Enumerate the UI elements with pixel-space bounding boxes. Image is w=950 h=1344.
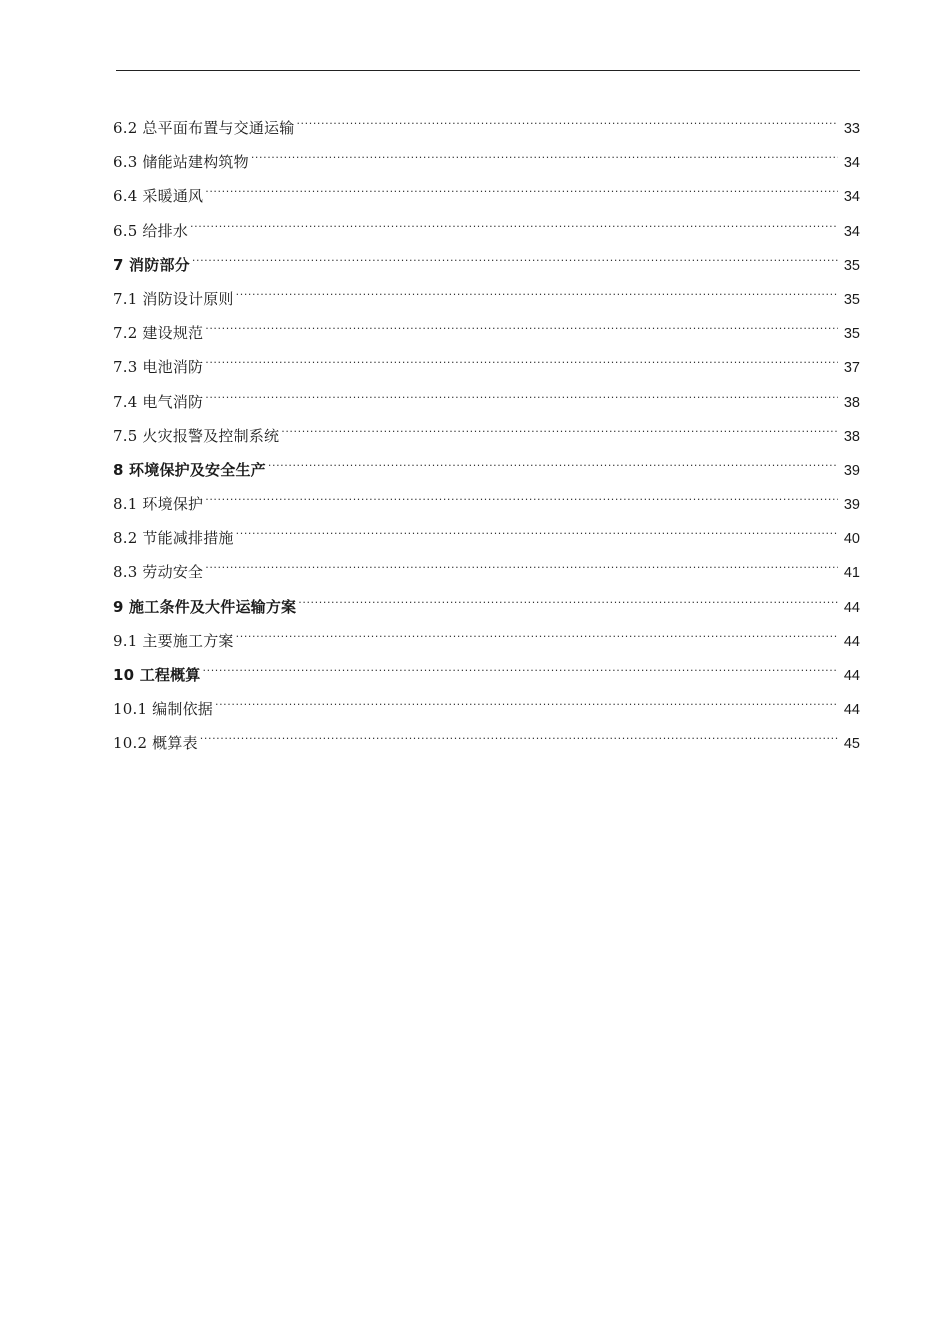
toc-entry-page: 35 xyxy=(843,291,860,308)
toc-entry[interactable] xyxy=(113,421,860,455)
toc-entry-page: 44 xyxy=(843,668,860,684)
toc-entry[interactable] xyxy=(113,352,860,386)
toc-entry-title: 10 工程概算 xyxy=(113,666,201,684)
toc-entry-title: 6.4 采暖通风 xyxy=(113,187,204,206)
toc-entry-page: 37 xyxy=(843,360,860,377)
toc-dot-leader xyxy=(205,318,838,338)
toc-entry[interactable] xyxy=(113,523,860,557)
toc-entry-page: 35 xyxy=(843,326,860,343)
toc-entry-title: 7 消防部分 xyxy=(113,255,190,274)
toc-dot-leader xyxy=(203,660,839,680)
toc-entry[interactable] xyxy=(113,557,860,591)
toc-dot-leader xyxy=(236,284,838,304)
toc-entry-title: 6.5 给排水 xyxy=(113,221,189,240)
toc-entry-title: 7.1 消防设计原则 xyxy=(113,289,234,308)
toc-entry[interactable] xyxy=(113,250,860,284)
toc-entry[interactable] xyxy=(113,216,860,250)
toc-dot-leader xyxy=(190,216,838,236)
toc-entry[interactable] xyxy=(113,660,860,694)
toc-entry-title: 10.1 编制依据 xyxy=(113,700,213,719)
toc-dot-leader xyxy=(298,592,838,612)
toc-entry-title: 9.1 主要施工方案 xyxy=(113,631,234,650)
toc-entry-title: 7.5 火灾报警及控制系统 xyxy=(113,426,280,445)
toc-dot-leader xyxy=(205,181,838,201)
toc-entry[interactable] xyxy=(113,113,860,147)
toc-dot-leader xyxy=(205,489,838,509)
toc-entry-title: 8 环境保护及安全生产 xyxy=(113,460,266,479)
toc-entry-page: 44 xyxy=(843,702,860,719)
toc-dot-leader xyxy=(192,250,838,270)
toc-entry[interactable] xyxy=(113,147,860,181)
toc-entry-title: 8.3 劳动安全 xyxy=(113,563,204,582)
toc-entry-title: 6.2 总平面布置与交通运输 xyxy=(113,119,295,137)
toc-entry[interactable] xyxy=(113,694,860,728)
toc-entry[interactable] xyxy=(113,181,860,215)
toc-dot-leader xyxy=(251,147,838,167)
toc-dot-leader xyxy=(205,557,838,577)
toc-entry-page: 39 xyxy=(843,462,860,479)
toc-entry-title: 6.3 储能站建构筑物 xyxy=(113,153,249,172)
toc-entry[interactable] xyxy=(113,626,860,660)
toc-dot-leader xyxy=(215,694,838,714)
toc-entry-page: 38 xyxy=(843,394,860,411)
toc-dot-leader xyxy=(296,113,838,133)
header-rule xyxy=(116,70,860,71)
toc-dot-leader xyxy=(200,728,838,748)
toc-dot-leader xyxy=(236,626,838,646)
toc-dot-leader xyxy=(236,523,838,543)
toc-entry[interactable] xyxy=(113,284,860,318)
toc-entry-title: 8.2 节能减排措施 xyxy=(113,529,234,548)
toc-entry[interactable] xyxy=(113,592,860,626)
toc-entry[interactable] xyxy=(113,455,860,489)
toc-entry-title: 10.2 概算表 xyxy=(113,734,198,753)
toc-entry-page: 38 xyxy=(843,428,860,445)
toc-entry-page: 40 xyxy=(843,531,860,548)
toc-dot-leader xyxy=(205,387,838,407)
toc-dot-leader xyxy=(268,455,838,475)
toc-entry[interactable] xyxy=(113,728,860,762)
toc-dot-leader xyxy=(205,352,838,372)
toc-entry[interactable] xyxy=(113,387,860,421)
toc-entry-title: 7.3 电池消防 xyxy=(113,358,204,377)
toc-entry-page: 44 xyxy=(843,633,860,650)
toc-entry-page: 33 xyxy=(843,121,860,137)
toc-dot-leader xyxy=(281,421,838,441)
toc-entry-title: 9 施工条件及大件运输方案 xyxy=(113,597,297,616)
toc-entry-page: 35 xyxy=(843,257,860,274)
toc-entry-page: 34 xyxy=(843,189,860,206)
toc-entry-page: 44 xyxy=(843,599,860,616)
toc-entry-page: 45 xyxy=(843,736,860,753)
toc-entry-title: 7.2 建设规范 xyxy=(113,324,204,343)
table-of-contents xyxy=(113,113,860,763)
toc-entry-page: 34 xyxy=(843,155,860,172)
toc-entry-page: 34 xyxy=(843,223,860,240)
toc-entry-title: 8.1 环境保护 xyxy=(113,495,204,514)
toc-entry-title: 7.4 电气消防 xyxy=(113,392,204,411)
toc-entry[interactable] xyxy=(113,489,860,523)
toc-entry-page: 41 xyxy=(843,565,860,582)
toc-entry[interactable] xyxy=(113,318,860,352)
toc-entry-page: 39 xyxy=(843,497,860,514)
